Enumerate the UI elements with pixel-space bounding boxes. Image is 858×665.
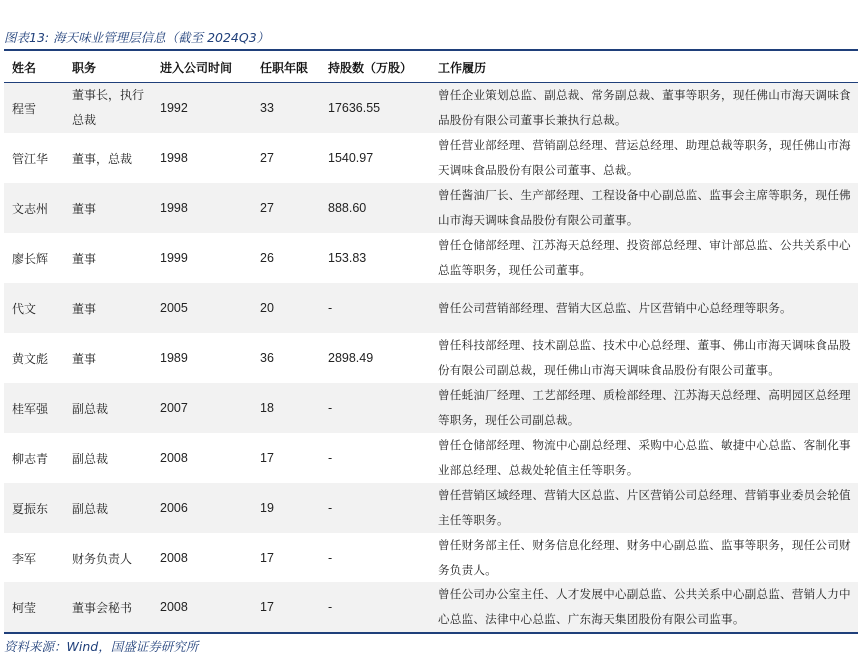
cell-joined: 2005	[160, 301, 188, 315]
cell-role: 董事	[72, 301, 97, 316]
table-row	[4, 83, 858, 133]
cell-years: 17	[260, 451, 274, 465]
table-row	[4, 183, 858, 233]
header-years: 任职年限	[260, 61, 309, 75]
cell-history: 曾任蚝油厂经理、工艺部经理、质检部经理、江苏海天总经理、高明园区总经理等职务，现任公司副总裁。	[438, 388, 851, 427]
cell-role: 董事	[72, 201, 97, 216]
cell-name: 桂军强	[12, 401, 49, 416]
cell-role: 董事	[72, 351, 97, 366]
cell-shares: -	[328, 451, 333, 465]
table-header	[4, 53, 858, 83]
cell-role: 财务负责人	[72, 551, 133, 566]
header-shares: 持股数（万股）	[328, 61, 413, 75]
cell-years: 27	[260, 201, 274, 215]
cell-years: 17	[260, 600, 274, 614]
cell-history: 曾任科技部经理、技术副总监、技术中心总经理、董事、佛山市海天调味食品股份有限公司副总裁，现任佛山市海天调味食品股份有限公司董事。	[438, 338, 851, 377]
cell-shares: 888.60	[328, 201, 367, 215]
cell-shares: -	[328, 501, 333, 515]
cell-shares: 2898.49	[328, 351, 374, 365]
cell-joined: 1992	[160, 101, 188, 115]
table-row	[4, 533, 858, 583]
cell-history: 曾任酱油厂长、生产部经理、工程设备中心副总监、监事会主席等职务，现任佛山市海天调味食品股份有限公司董事。	[438, 188, 851, 227]
header-name: 姓名	[12, 61, 37, 75]
cell-years: 27	[260, 151, 274, 165]
cell-history: 曾任公司营销部经理、营销大区总监、片区营销中心总经理等职务。	[438, 300, 792, 315]
cell-history: 曾任营业部经理、营销副总经理、营运总经理、助理总裁等职务，现任佛山市海天调味食品股份有限公司董事、总裁。	[438, 138, 851, 177]
cell-role: 副总裁	[72, 501, 109, 516]
cell-shares: 153.83	[328, 251, 367, 265]
header-history: 工作履历	[438, 61, 487, 75]
cell-role: 董事，总裁	[72, 151, 133, 166]
cell-shares: 17636.55	[328, 101, 381, 115]
cell-years: 18	[260, 401, 274, 415]
table-row	[4, 233, 858, 283]
cell-role: 副总裁	[72, 401, 109, 416]
cell-joined: 2006	[160, 501, 188, 515]
cell-years: 26	[260, 251, 274, 265]
bottom-rule	[4, 632, 858, 634]
cell-joined: 2008	[160, 600, 188, 614]
cell-shares: -	[328, 600, 333, 614]
cell-role: 董事长，执行总裁	[72, 88, 145, 127]
cell-history: 曾任营销区域经理、营销大区总监、片区营销公司总经理、营销事业委员会轮值主任等职务。	[438, 488, 851, 527]
cell-years: 33	[260, 101, 274, 115]
cell-role: 副总裁	[72, 451, 109, 466]
cell-name: 管江华	[12, 151, 49, 166]
cell-joined: 2007	[160, 401, 188, 415]
table-row	[4, 383, 858, 433]
cell-years: 36	[260, 351, 274, 365]
table-row	[4, 483, 858, 533]
cell-years: 19	[260, 501, 274, 515]
cell-shares: -	[328, 301, 333, 315]
cell-name: 柯莹	[12, 600, 37, 615]
table-row	[4, 133, 858, 183]
cell-role: 董事	[72, 251, 97, 266]
cell-history: 曾任仓储部经理、物流中心副总经理、采购中心总监、敏捷中心总监、客制化事业部总经理、总裁处轮值主任等职务。	[438, 438, 851, 477]
table-row	[4, 283, 858, 333]
cell-joined: 2008	[160, 551, 188, 565]
cell-shares: -	[328, 551, 333, 565]
cell-name: 代文	[12, 301, 37, 316]
cell-years: 17	[260, 551, 274, 565]
cell-joined: 1989	[160, 351, 188, 365]
cell-name: 廖长辉	[12, 251, 49, 266]
top-rule	[4, 49, 858, 51]
cell-joined: 1998	[160, 201, 188, 215]
cell-name: 黄文彪	[12, 351, 49, 366]
cell-history: 曾任仓储部经理、江苏海天总经理、投资部总经理、审计部总监、公共关系中心总监等职务，现任公司董事。	[438, 238, 851, 277]
cell-name: 李军	[12, 551, 37, 566]
cell-shares: -	[328, 401, 333, 415]
cell-name: 柳志青	[12, 451, 49, 466]
cell-shares: 1540.97	[328, 151, 374, 165]
cell-history: 曾任财务部主任、财务信息化经理、财务中心副总监、监事等职务，现任公司财务负责人。	[438, 538, 851, 577]
header-joined: 进入公司时间	[160, 61, 233, 75]
table-row	[4, 582, 858, 632]
cell-joined: 1999	[160, 251, 188, 265]
cell-name: 程雪	[12, 101, 37, 116]
cell-name: 文志州	[12, 201, 49, 216]
table-row	[4, 333, 858, 383]
table-row	[4, 433, 858, 483]
cell-role: 董事会秘书	[72, 600, 133, 615]
cell-years: 20	[260, 301, 274, 315]
cell-history: 曾任企业策划总监、副总裁、常务副总裁、董事等职务，现任佛山市海天调味食品股份有限公司董事长兼执行总裁。	[438, 88, 851, 127]
source-note: 资料来源：Wind，国盛证券研究所	[4, 639, 199, 654]
cell-history: 曾任公司办公室主任、人才发展中心副总监、公共关系中心副总监、营销人力中心总监、法律中心总监、广东海天集团股份有限公司监事。	[438, 587, 851, 626]
cell-joined: 1998	[160, 151, 188, 165]
cell-name: 夏振东	[12, 501, 49, 516]
table-caption: 图表13: 海天味业管理层信息（截至 2024Q3）	[4, 30, 270, 45]
header-role: 职务	[72, 61, 97, 75]
cell-joined: 2008	[160, 451, 188, 465]
